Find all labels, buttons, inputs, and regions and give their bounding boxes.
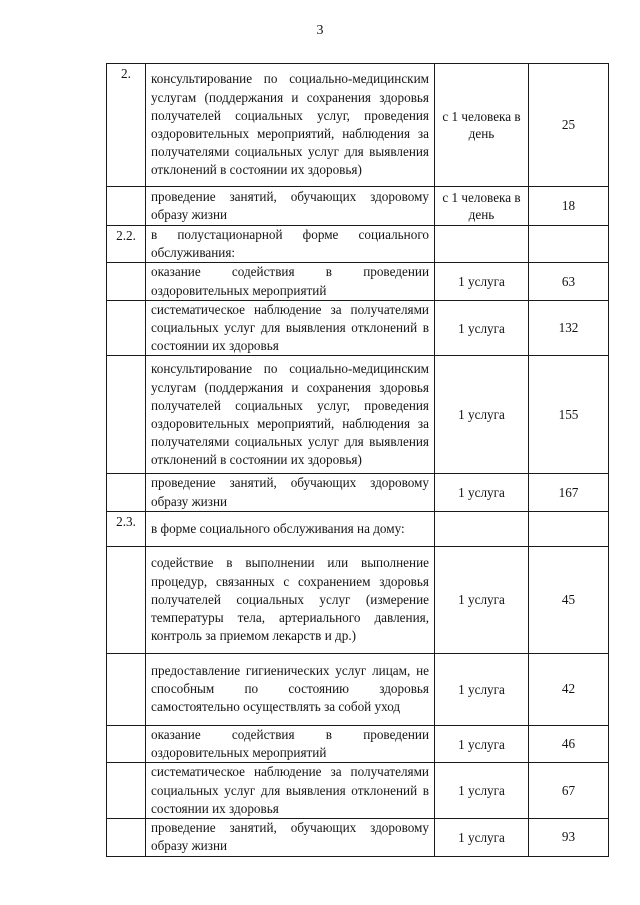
service-value: 42 [529, 653, 609, 725]
service-description [146, 356, 435, 474]
service-description-text: проведение занятий, обучающих здоровому образу жизни [151, 188, 429, 222]
table-row [107, 300, 609, 356]
service-description [146, 653, 435, 725]
service-value: 18 [529, 187, 609, 226]
table-row [107, 187, 609, 226]
row-number [107, 300, 146, 356]
row-number [107, 653, 146, 725]
service-description-text: оказание содействия в проведении оздоровительных мероприятий [151, 264, 429, 298]
page-number: 3 [316, 23, 324, 38]
service-description-text: проведение занятий, обучающих здоровому образу жизни [151, 475, 429, 509]
row-number: 2. [107, 64, 146, 187]
service-description [146, 546, 435, 653]
table-row [107, 546, 609, 653]
section-heading [146, 226, 435, 263]
service-value: 63 [529, 263, 609, 300]
services-table [106, 63, 609, 857]
service-description-text: предоставление гигиенических услуг лицам, не способным по состоянию здоровья самостоятельно осуществлять за собой уход [151, 663, 429, 715]
service-description-text: консультирование по социально-медицинским услугам (поддержания и сохранения здоровья получателей социальных услуг, проведения оздоровительных мероприятий, наблюдения за получателями социальных услуг для выявления отклонений в состоянии их здоровья) [151, 71, 429, 178]
table-row [107, 474, 609, 511]
service-value: 46 [529, 725, 609, 762]
row-number [107, 474, 146, 511]
service-value: 155 [529, 356, 609, 474]
service-description-text: оказание содействия в проведении оздоровительных мероприятий [151, 726, 429, 761]
service-description-text: содействие в выполнении или выполнение процедур, связанных с сохранением здоровья получателей социальных услуг (измерение температуры тела, артериального давления, контроль за приемом лекарств и др.) [151, 555, 429, 644]
service-unit: с 1 человека в день [435, 187, 529, 226]
table-row [107, 356, 609, 474]
service-description [146, 725, 435, 762]
service-description [146, 474, 435, 511]
service-description [146, 763, 435, 819]
service-value: 45 [529, 546, 609, 653]
service-description [146, 263, 435, 300]
service-unit: 1 услуга [435, 725, 529, 762]
table-row [107, 725, 609, 762]
service-value [529, 226, 609, 263]
row-number [107, 187, 146, 226]
table-row [107, 263, 609, 300]
table-row [107, 511, 609, 546]
table-row [107, 653, 609, 725]
service-value: 93 [529, 819, 609, 856]
table-row [107, 64, 609, 187]
service-unit: 1 услуга [435, 356, 529, 474]
service-value: 67 [529, 763, 609, 819]
row-number: 2.2. [107, 226, 146, 263]
service-value: 25 [529, 64, 609, 187]
row-number [107, 263, 146, 300]
section-heading-text: в полустационарной форме социального обслуживания: [151, 227, 429, 261]
service-unit: с 1 человека в день [435, 64, 529, 187]
service-description [146, 819, 435, 856]
section-heading-text: в форме социального обслуживания на дому: [151, 520, 405, 536]
service-unit: 1 услуга [435, 300, 529, 356]
section-heading [146, 511, 435, 546]
table-row [107, 819, 609, 856]
service-value: 132 [529, 300, 609, 356]
service-description [146, 300, 435, 356]
service-unit [435, 226, 529, 263]
service-unit: 1 услуга [435, 763, 529, 819]
service-unit: 1 услуга [435, 546, 529, 653]
row-number [107, 356, 146, 474]
row-number [107, 819, 146, 856]
service-description-text: проведение занятий, обучающих здоровому образу жизни [151, 820, 429, 854]
service-unit [435, 511, 529, 546]
table-row [107, 226, 609, 263]
service-unit: 1 услуга [435, 653, 529, 725]
service-description [146, 187, 435, 226]
service-description-text: систематическое наблюдение за получателями социальных услуг для выявления отклонений в состоянии их здоровья [151, 764, 429, 816]
service-description [146, 64, 435, 187]
service-description-text: консультирование по социально-медицинским услугам (поддержания и сохранения здоровья получателей социальных услуг, проведения оздоровительных мероприятий, наблюдения за получателями социальных услуг для выявления отклонений в состоянии их здоровья) [151, 361, 429, 468]
table-row [107, 763, 609, 819]
service-unit: 1 услуга [435, 474, 529, 511]
service-unit: 1 услуга [435, 819, 529, 856]
service-unit: 1 услуга [435, 263, 529, 300]
service-value [529, 511, 609, 546]
service-value: 167 [529, 474, 609, 511]
row-number: 2.3. [107, 511, 146, 546]
row-number [107, 725, 146, 762]
row-number [107, 763, 146, 819]
row-number [107, 546, 146, 653]
service-description-text: систематическое наблюдение за получателями социальных услуг для выявления отклонений в состоянии их здоровья [151, 301, 429, 354]
